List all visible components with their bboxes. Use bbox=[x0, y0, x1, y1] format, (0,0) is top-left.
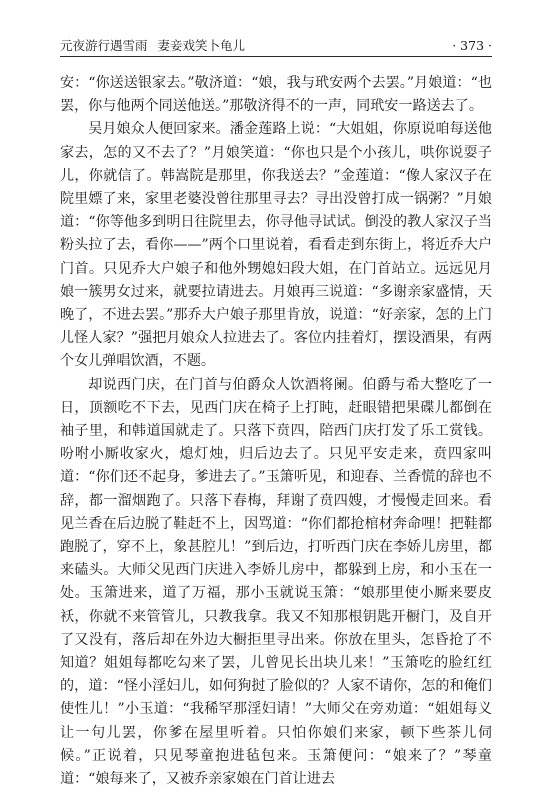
book-title: 元夜游行遇雪雨 bbox=[60, 38, 148, 53]
chapter-title: 妻妾戏笑卜龟儿 bbox=[157, 38, 246, 53]
paragraph-3: 却说西门庆，在门首与伯爵众人饮酒将阑。伯爵与希大整吃了一日，顶额吃不下去，见西门庆在椅子上打盹，赶眼错把果碟儿都倒在袖子里，和韩道国就走了。只落下贲四，陪西门庆打发了乐工赏钱。吩咐小厮收家火，熄灯烛，归后边去了。只见平安走来，贲四家叫道：“你们还不起身，爹进去了。”玉箫听见，和迎春、兰香慌的辞也不辞，都一溜烟跑了。只落下春梅，拜谢了贲四嫂，才慢慢走回来。看见兰香在后边脱了鞋赶不上，因骂道：“你们都抢棺材奔命哩！把鞋都跑脱了，穿不上，象甚腔儿！”到后边，打听西门庆在李娇儿房里，都来磕头。大师父见西门庆进入李娇儿房中，都躲到上房，和小玉在一处。玉箫进来，道了万福，那小玉就说玉箫：“娘那里使小厮来要皮袄，你就不来管管儿，只教我拿。我又不知那根钥匙开橱门，及自开了又没有，落后却在外边大橱拒里寻出来。你放在里头，怎昏抢了不知道？姐姐每都吃勾来了罢，儿曾见长出块儿来！”玉箫吃的脸红红的，道：“怪小淫妇儿，如何狗挝了脸似的？人家不请你，怎的和俺们使性儿！”小玉道：“我稀罕那淫妇请！”大师父在旁劝道：“姐姐每义让一句儿罢，你爹在屋里听着。只怕你娘们来家，顿下些茶儿伺候。”正说着，只见琴童抱进毡包来。玉箫便问：“娘来了？”琴童道：“娘每来了，又被乔亲家娘在门首让进去 bbox=[60, 376, 492, 788]
body-text bbox=[60, 72, 492, 791]
running-header bbox=[60, 36, 492, 57]
paragraph-1: 安：“你送送银家去。”敬济道：“娘，我与玳安两个去罢。”月娘道：“也罢，你与他两个同送他送。”那敬济得不的一声，同玳安一路送去了。 bbox=[60, 75, 492, 115]
header-titles bbox=[60, 36, 245, 56]
page-number: · 373 · bbox=[452, 38, 492, 53]
paragraph-2: 吴月娘众人便回家来。潘金莲路上说：“大姐姐，你原说咱每送他家去，怎的又不去了？”月娘笑道：“你也只是个小孩儿，哄你说耍子儿，你就信了。韩嵩院是那里，你我送去？”金莲道：“像人家汉子在院里嫖了来，家里老婆没曾往那里寻去？寻出没曾打成一锅粥？”月娘道：“你等他多到明日往院里去，你寻他寻试试。倒没的教人家汉子当粉头拉了去，看你——”两个口里说着，看看走到东街上，将近乔大户门首。只见乔大户娘子和他外甥媳妇段大姐，在门首站立。远远见月娘一簇男女过来，就要拉请进去。月娘再三说道：“多谢亲家盛情，天晚了，不进去罢。”那乔大户娘子那里肯放，说道：“好亲家，怎的上门儿怪人家？”强把月娘众人拉进去了。客位内挂着灯，摆设酒果，有两个女儿弹唱饮酒，不题。 bbox=[60, 121, 492, 370]
